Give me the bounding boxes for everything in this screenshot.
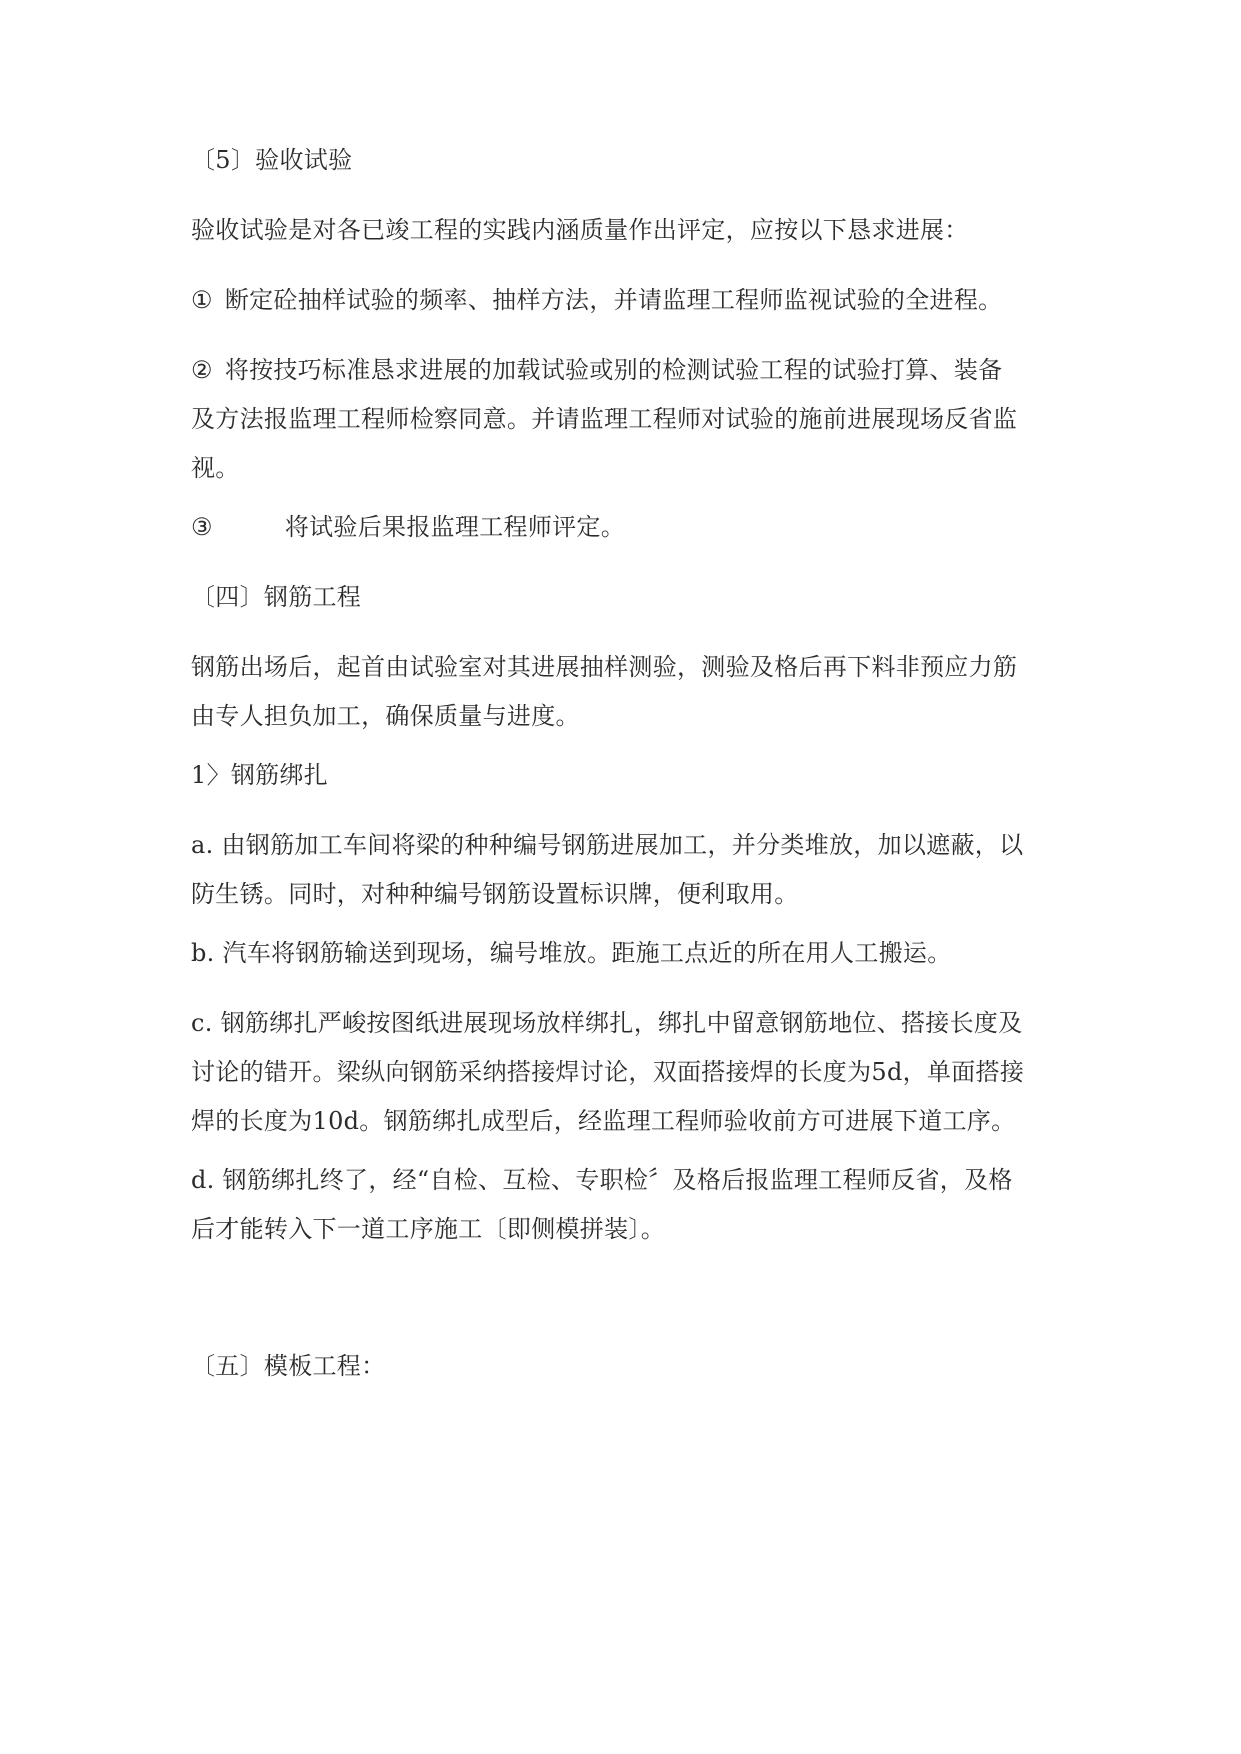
section-5b-heading	[191, 1342, 1051, 1391]
section-5-intro	[191, 206, 1051, 255]
list-item-2	[191, 346, 1051, 493]
section-5-heading-text: 〔5〕验收试验	[191, 146, 353, 174]
section-4-heading-text: 〔四〕钢筋工程	[191, 583, 362, 611]
list-marker-1: ①	[191, 286, 213, 314]
paragraph-a	[191, 821, 1051, 919]
paragraph-c-line-2: 讨论的错开。梁纵向钢筋采纳搭接焊讨论，双面搭接焊的长度为5d，单面搭接	[191, 1058, 1025, 1086]
paragraph-a-line-1: a. 由钢筋加工车间将梁的种种编号钢筋进展加工，并分类堆放，加以遮蔽，以	[191, 831, 1024, 859]
list-marker-3: ③	[191, 513, 213, 541]
list-item-1-line	[191, 276, 1051, 325]
list-item-2-line-1	[191, 346, 1051, 395]
subsection-1-heading	[191, 751, 1051, 800]
paragraph-c-line-3: 焊的长度为10d。钢筋绑扎成型后，经监理工程师验收前方可进展下道工序。	[191, 1107, 1016, 1135]
section-5-intro-text: 验收试验是对各已竣工程的实践内涵质量作出评定，应按以下恳求进展：	[191, 216, 969, 244]
paragraph-a-line-2: 防生锈。同时，对种种编号钢筋设置标识牌，便利取用。	[191, 880, 799, 908]
paragraph-b-line-1: b. 汽车将钢筋输送到现场，编号堆放。距施工点近的所在用人工搬运。	[191, 939, 952, 967]
list-item-2-text-1: 将按技巧标准恳求进展的加载试验或别的检测试验工程的试验打算、装备	[224, 356, 1003, 384]
paragraph-d-line-2: 后才能转入下一道工序施工〔即侧模拼装〕。	[191, 1215, 665, 1243]
section-5b-heading-text: 〔五〕模板工程：	[191, 1352, 386, 1380]
paragraph-b	[191, 929, 1051, 978]
list-item-1-text: 断定砼抽样试验的频率、抽样方法，并请监理工程师监视试验的全进程。	[224, 286, 1003, 314]
list-item-3-line	[191, 503, 1051, 552]
paragraph-c-line-1: c. 钢筋绑扎严峻按图纸进展现场放样绑扎，绑扎中留意钢筋地位、搭接长度及	[191, 1009, 1023, 1037]
list-item-3	[191, 503, 1051, 552]
paragraph-d-line-1: d. 钢筋绑扎终了，经“自检、互检、专职检〞及格后报监理工程师反省，及格	[191, 1166, 1013, 1194]
section-4-intro-line-1: 钢筋出场后，起首由试验室对其进展抽样测验，测验及格后再下料非预应力筋	[191, 653, 1018, 681]
paragraph-d	[191, 1156, 1051, 1254]
list-marker-2: ②	[191, 356, 213, 384]
list-item-1	[191, 276, 1051, 325]
subsection-1-heading-text: 1〉钢筋绑扎	[191, 761, 329, 789]
section-4-intro	[191, 643, 1051, 741]
list-item-2-line-3: 视。	[191, 454, 240, 482]
section-5-heading	[191, 136, 1051, 185]
paragraph-c	[191, 999, 1051, 1146]
list-item-3-text: 将试验后果报监理工程师评定。	[284, 513, 626, 541]
section-4-intro-line-2: 由专人担负加工，确保质量与进度。	[191, 702, 580, 730]
section-4-heading	[191, 573, 1051, 622]
list-item-2-line-2: 及方法报监理工程师检察同意。并请监理工程师对试验的施前进展现场反省监	[191, 405, 1018, 433]
